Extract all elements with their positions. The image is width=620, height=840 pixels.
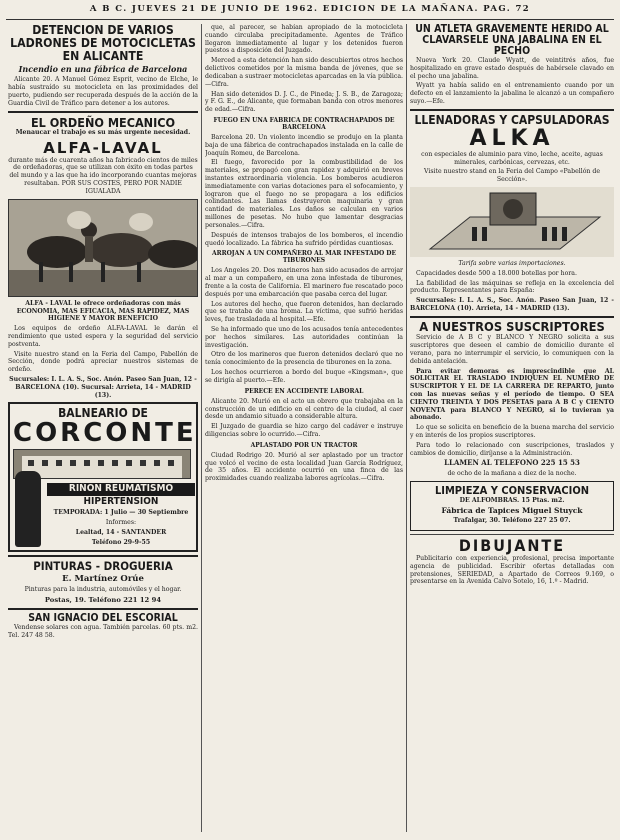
ad-name: Fábrica de Tapices Miguel Stuyck — [441, 506, 583, 516]
ad-title: SAN IGNACIO DEL ESCORIAL — [28, 611, 178, 624]
divider — [8, 608, 198, 610]
article-text: El fuego, favorecido por la combustibilidad de los materiales, se propagó con gran rapidez y adquirió en breves instantes extraordinaria violencia. Los bomberos acudieron inmediatamente con varias dotaciones para el sofocamiento, y lograron que el fuego no se propagara a los edificios colindantes. Las llamas destruyeron maquinaria y gran cantidad de materiales. Los daños se calculan en varios millones de pesetas. No hubo que lamentar desgracias personales.—Cifra. — [205, 159, 403, 229]
ad-text: Visite nuestro stand en la Feria del Campo, Pabellón de Sección, donde podrá apreciar nuestros sistemas de ordeño. — [8, 350, 198, 374]
notice-text: Para evitar demoras es imprescindible que AL SOLICITAR EL TRASLADO INDIQUEN EL NUMERO DE SUSCRIPTOR Y EL DE LA CARRERA DE REPARTO, junto con las nuevas señas y el período de tiempo. O SEA CIENTO TREINTA Y DOS PESETAS para A B C y CIENTO NOVENTA para BLANCO Y NEGRO, si lo tuvieran ya abonado. — [410, 367, 614, 422]
ad-alka — [410, 114, 614, 313]
ad-text: La fiabilidad de las máquinas se refleja en la excelencia del producto. Representantes para España: — [410, 279, 614, 295]
article-text: Los Angeles 20. Dos marineros han sido acusados de arrojar al mar a un compañero, en una zona infestada de tiburones, frente a la costa de California. El marinero fue rescatado poco después por una embarcación que pasaba cerca del lugar. — [205, 267, 403, 298]
cows-milking-image — [8, 199, 198, 297]
ad-balneario — [8, 402, 198, 552]
notice-text: Lo que se solicita en beneficio de la buena marcha del servicio y en interés de los propios suscriptores. — [410, 424, 614, 439]
notice-suscriptores — [410, 321, 614, 478]
ad-subtitle: DE ALFOMBRAS. 15 Ptas. m2. — [459, 496, 565, 504]
column-2 — [205, 24, 403, 834]
ad-title: DIBUJANTE — [458, 536, 566, 556]
ad-address: Sucursales: I. L. A. S., Soc. Anón. Paseo San Juan, 12 - BARCELONA (10). Sucursal: Arrieta, 14 - MADRID (13). — [9, 376, 197, 399]
ad-caption: ALFA - LAVAL le ofrece ordeñadoras con más ECONOMIA, MAS EFICACIA, MAS RAPIDEZ, MAS HIGIENE Y MAYOR BENEFICIO — [16, 299, 190, 323]
ad-text: con especiales de aluminio para vino, leche, aceite, aguas minerales, carbónicas, cervezas, etc. — [421, 150, 603, 166]
article-text: Alicante 20. A Manuel Gómez Esprit, vecino de Elche, le había sustraído su motocicleta en las proximidades del puerto, pudiendo ser recuperada después de la acción de la Guardia Civil de Tráfico para detener a los autores. — [8, 76, 198, 107]
article-text: Otro de los marineros que fueron detenidos declaró que no tenía conocimiento de la presencia de tiburones en la zona. — [205, 351, 403, 367]
ad-phone: Teléfono 29-9-55 — [91, 538, 151, 546]
cows-illustration — [9, 200, 198, 297]
ad-text: durante más de cuarenta años ha fabricado cientos de miles de ordeñadoras, que se utilizan con éxito en todas partes del mundo y a las que ha ido incorporando cuantas mejoras resultaban. POR SUS COSTES, PERO POR NADIE IGUALADA — [8, 156, 198, 195]
ad-season: TEMPORADA: 1 Julio — 30 Septiembre — [53, 509, 189, 517]
ad-brand: ALKA — [469, 125, 555, 151]
subheadline-incendio: Incendio en una fábrica de Barcelona — [18, 64, 188, 75]
article-text: Alicante 20. Murió en el acto un obrero que trabajaba en la construcción de un edificio en el centro de la ciudad, al caer desde un andamio situado a considerable altura. — [205, 397, 403, 421]
ad-san-ignacio — [8, 613, 198, 640]
article-text: Los autores del hecho, que fueron detenidos, han declarado que se trataba de una broma. La víctima, que sufrió heridas leves, fue trasladada al hospital.—Efe. — [205, 300, 403, 324]
article-text: que, al parecer, se habían apropiado de la motocicleta cuando circulaba precipitadamente. Agentes de Tráfico llegaron inmediatamente al lugar y los detenidos fueron puestos a disposición del Juzgado. — [205, 24, 403, 55]
ad-text-hipertension: HIPERTENSION — [83, 495, 159, 507]
headline-accidente: PERECE EN ACCIDENTE LABORAL — [244, 387, 364, 395]
column-divider — [406, 24, 407, 832]
ad-visit: Visite nuestro stand en la Feria del Campo «Pabellón de Sección». — [423, 168, 601, 184]
column-divider — [201, 24, 202, 832]
ad-dibujante — [410, 538, 614, 586]
ad-text: Publicitario con experiencia, profesional, precisa importante agencia de publicidad. Escribir ofertas detalladas con pretensiones, SERIEDAD, a Apartado de Correos 9.169, o presentarse en la Avenida Calvo Sotelo, 16, 1.º - Madrid. — [410, 555, 614, 586]
headline-tractor: APLASTADO POR UN TRACTOR — [250, 441, 358, 449]
notice-text: Para todo lo relacionado con suscripciones, traslados y cambios de domicilio, diríjanse a la Administración. — [410, 441, 614, 457]
headline-ladrones: DETENCION DE VARIOS LADRONES DE MOTOCICLETAS EN ALICANTE — [10, 24, 196, 63]
ad-title: BALNEARIO DE — [58, 406, 148, 421]
article-text: El Juzgado de guardia se hizo cargo del cadáver e instruye diligencias sobre lo ocurrido.—Cifra. — [205, 423, 403, 438]
filling-machine-image — [410, 187, 614, 257]
ad-title: LIMPIEZA Y CONSERVACION — [434, 484, 590, 498]
divider — [410, 534, 614, 535]
notice-title: A NUESTROS SUSCRIPTORES — [419, 319, 605, 335]
ad-alfa-laval — [8, 116, 198, 400]
ad-brand-logo: ALFA-LAVAL — [43, 138, 163, 157]
ad-address: Lealtad, 14 - SANTANDER — [75, 528, 167, 536]
article-text: Merced a esta detención han sido descubiertos otros hechos delictivos cometidos por la misma banda de jóvenes, que se dedicaban a sustraer motocicletas aparcadas en la vía pública.—Cifra. — [205, 57, 403, 88]
ad-subtitle: Menaucar el trabajo es su más urgente necesidad. — [15, 128, 191, 136]
ad-limpieza — [410, 481, 614, 531]
ad-info: Informes: — [105, 519, 137, 527]
ad-brand: CORCONTE — [13, 418, 197, 449]
divider — [410, 316, 614, 318]
ad-caption: Tarifa sobre varias importaciones. — [458, 259, 566, 267]
article-text: Los hechos ocurrieron a bordo del buque «Kingsman», que se dirigía al puerto.—Efe. — [205, 369, 403, 384]
article-text: Después de intensos trabajos de los bomberos, el incendio quedó localizado. La fábrica ha sufrido pérdidas cuantiosas. — [205, 231, 403, 247]
article-text: Ciudad Rodrigo 20. Murió al ser aplastado por un tractor que volcó el vecino de esta localidad Juan García Rodríguez, de 35 años. El accidente ocurrió en una finca de las proximidades cuando realizaba labores agrícolas.—Cifra. — [205, 451, 403, 483]
notice-phone: LLAMEN AL TELEFONO 225 15 53 — [444, 458, 580, 468]
ad-body — [13, 449, 193, 547]
ad-text: Los equipos de ordeño ALFA-LAVAL le darán el rendimiento que usted espera y la seguridad del servicio postventa. — [8, 325, 198, 348]
notice-text: de ocho de la mañana a diez de la noche. — [447, 470, 577, 478]
divider — [410, 109, 614, 111]
machine-illustration — [410, 187, 614, 257]
ad-text: Capacidades desde 500 a 18.000 botellas por hora. — [416, 269, 577, 277]
article-text: Nueva York 20. Claude Wyatt, de veintitrés años, fue hospitalizado en grave estado después de habérsele clavado en el pecho una jabalina. — [410, 57, 614, 80]
ad-address: Sucursales: I. L. A. S., Soc. Anón. Paseo San Juan, 12 - BARCELONA (10). Arrieta, 14 - MADRID (13). — [410, 297, 614, 313]
column-1 — [8, 24, 198, 834]
ad-pinturas — [8, 560, 198, 604]
ad-text-rinon: RIÑON REUMATISMO — [47, 483, 195, 496]
ad-title: PINTURAS - DROGUERIA — [33, 559, 173, 574]
article-text: Se ha informado que uno de los acusados tenía antecedentes por hechos similares. Las autoridades continúan la investigación. — [205, 326, 403, 349]
article-text: Wyatt ya había salido en el entrenamiento cuando por un defecto en el lanzamiento la jabalina le alcanzó a un compañero suyo.—Efe. — [410, 82, 614, 106]
headline-fuego: FUEGO EN UNA FABRICA DE CONTRACHAPADOS DE BARCELONA — [213, 116, 395, 131]
ad-address: Postas, 19. Teléfono 221 12 94 — [44, 596, 162, 605]
ad-address: Trafalgar, 30. Teléfono 227 25 07. — [453, 517, 571, 525]
bottle-image — [15, 471, 41, 547]
ad-title: EL ORDEÑO MECANICO — [30, 114, 176, 130]
headline-tiburones: ARROJAN A UN COMPAÑERO AL MAR INFESTADO DE TIBURONES — [211, 250, 397, 265]
ad-text-block — [47, 483, 195, 548]
article-text: Han sido detenidos D. J. C., de Pineda; J. S. B., de Zaragoza; y F. G. E., de Alicante, que formaban banda con otros menores de edad.—Cifra. — [205, 90, 403, 114]
article-text: Barcelona 20. Un violento incendio se produjo en la planta baja de una fábrica de contrachapados instalada en la calle de Joaquín Romeu, de Barcelona. — [205, 133, 403, 157]
headline-atleta: UN ATLETA GRAVEMENTE HERIDO AL CLAVARSELE UNA JABALINA EN EL PECHO — [415, 24, 609, 58]
page-header: A B C. JUEVES 21 DE JUNIO DE 1962. EDICION DE LA MAÑANA. PAG. 72 — [6, 4, 614, 20]
divider — [8, 555, 198, 557]
divider — [8, 111, 198, 113]
ad-text: Pinturas para la industria, automóviles y el hogar. — [24, 586, 182, 594]
ad-name: E. Martínez Orúe — [62, 574, 144, 585]
ad-text: Vendense solares con agua. También parcelas. 60 pts. m2. Tel. 247 48 58. — [8, 623, 198, 639]
column-3 — [410, 24, 614, 834]
notice-text: Servicio de A B C y BLANCO Y NEGRO solicita a sus suscriptores que deseen el cambio de domicilio durante el verano, para no interrumpir el servicio, lo comuniquen con la debida antelación. — [410, 334, 614, 365]
ad-title: LLENADORAS Y CAPSULADORAS — [414, 112, 610, 127]
